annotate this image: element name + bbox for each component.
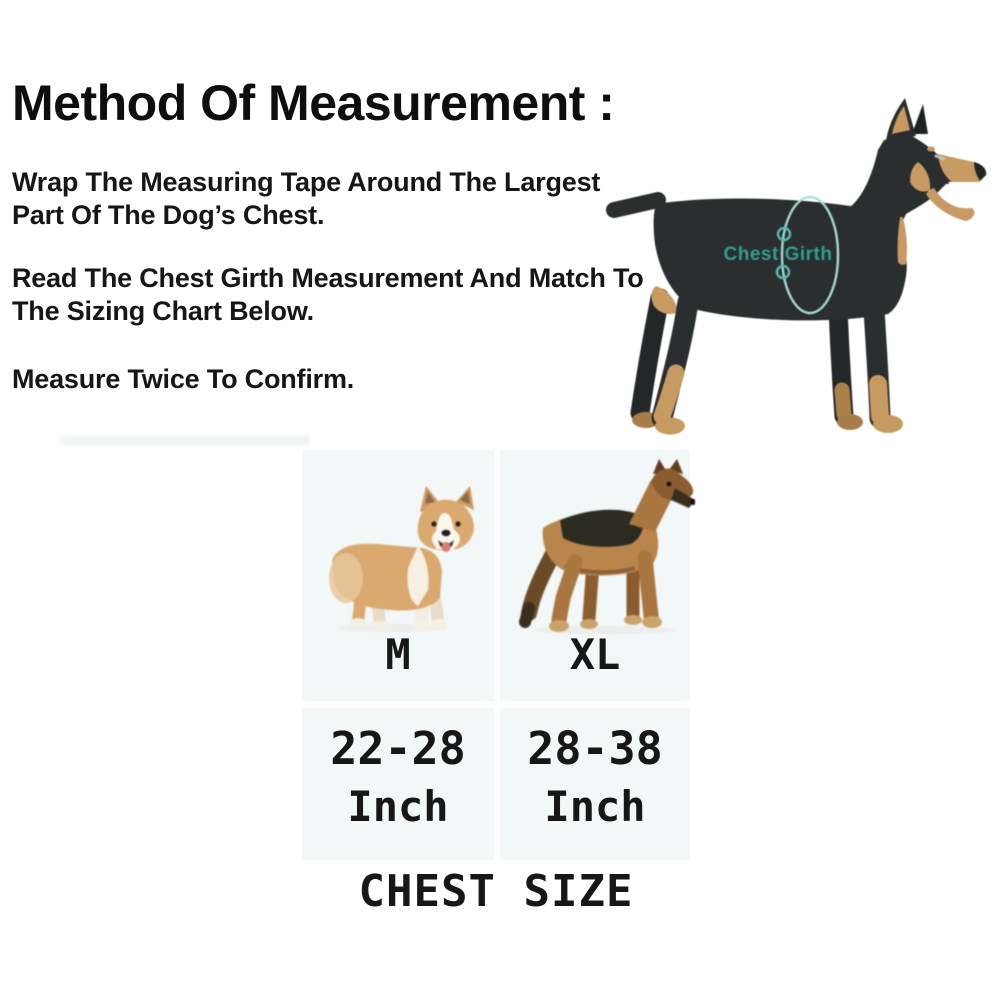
german-shepherd-photo — [505, 458, 695, 638]
chest-range-m: 22-28 — [330, 722, 466, 775]
doberman-measurement-figure — [600, 58, 990, 448]
unit-label-m: Inch — [347, 782, 449, 831]
doberman-illustration — [600, 58, 990, 448]
corgi-photo — [322, 486, 482, 634]
scan-artifact-line — [60, 436, 310, 445]
unit-label-xl: Inch — [544, 782, 646, 831]
size-label-m: M — [385, 630, 411, 679]
chest-range-xl: 28-38 — [527, 722, 663, 775]
page-title: Method Of Measurement : — [12, 75, 615, 131]
chest-girth-label: Chest Girth — [723, 244, 833, 265]
instruction-wrap-tape: Wrap The Measuring Tape Around The Largest Part Of The Dog’s Chest. — [12, 167, 601, 231]
instruction-read-girth: Read The Chest Girth Measurement And Match To The Sizing Chart Below. — [12, 263, 644, 327]
instruction-measure-twice: Measure Twice To Confirm. — [12, 364, 355, 394]
chart-caption: CHEST SIZE — [358, 866, 634, 917]
size-label-xl: XL — [569, 630, 621, 679]
